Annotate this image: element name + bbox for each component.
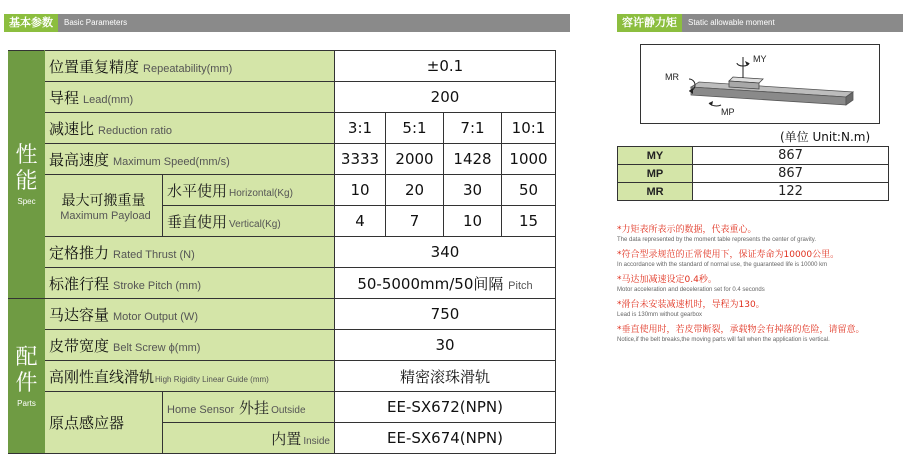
max-speed-value: 2000 (386, 144, 444, 175)
repeatability-label: 位置重复精度 Repeatability(mm) (45, 51, 335, 82)
moment-row (618, 147, 889, 165)
payload-vertical-value: 10 (444, 206, 502, 237)
reduction-value: 10:1 (502, 113, 556, 144)
max-speed-label: 最高速度 Maximum Speed(mm/s) (45, 144, 335, 175)
payload-label: 最大可搬重量 Maximum Payload (45, 175, 163, 237)
moment-value: 867 (693, 165, 889, 183)
row-rated-thrust (9, 237, 556, 268)
moment-row (618, 165, 889, 183)
reduction-value: 7:1 (444, 113, 502, 144)
note-item (617, 249, 903, 269)
payload-horizontal-label: 水平使用 Horizontal(Kg) (163, 175, 335, 206)
row-stroke (9, 268, 556, 299)
sensor-outside-value: EE-SX672(NPN) (335, 392, 556, 423)
note-en: The data represented by the moment table represents the center of gravity. (617, 237, 816, 243)
sensor-inside-label: 内置 Inside (163, 423, 335, 454)
notes (617, 224, 903, 349)
guide-label: 高刚性直线滑轨High Rigidity Linear Guide (mm) (45, 361, 335, 392)
note-item (617, 224, 903, 244)
note-zh: *力矩表所表示的数据，代表重心。 (617, 225, 757, 235)
row-max-speed (9, 144, 556, 175)
spec-table (8, 50, 556, 454)
reduction-value: 5:1 (386, 113, 444, 144)
moment-value: 867 (693, 147, 889, 165)
row-reduction (9, 113, 556, 144)
category-spec-en: Spec (17, 197, 36, 206)
max-speed-value: 1000 (502, 144, 556, 175)
lead-label: 导程 Lead(mm) (45, 82, 335, 113)
basic-parameters-header (4, 14, 570, 32)
max-speed-value: 3333 (335, 144, 386, 175)
row-lead (9, 82, 556, 113)
payload-vertical-value: 15 (502, 206, 556, 237)
note-zh: *滑台未安装减速机时，导程为130。 (617, 300, 765, 310)
note-item (617, 324, 903, 344)
payload-vertical-label: 垂直使用 Vertical(Kg) (163, 206, 335, 237)
mp-label: MP (721, 107, 735, 117)
sensor-label: 原点感应器 (45, 392, 163, 454)
static-moment-header (617, 14, 903, 32)
my-label: MY (753, 54, 767, 64)
row-repeatability (9, 51, 556, 82)
payload-horizontal-value: 10 (335, 175, 386, 206)
moment-table (617, 146, 889, 201)
moment-diagram (640, 44, 880, 124)
belt-value: 30 (335, 330, 556, 361)
note-en: Notice,if the belt breaks,the moving parts will fall when the application is vertical. (617, 337, 830, 343)
payload-vertical-value: 4 (335, 206, 386, 237)
stroke-label: 标准行程 Stroke Pitch (mm) (45, 268, 335, 299)
category-parts-zh-1: 配 (15, 344, 38, 370)
reduction-label: 减速比 Reduction ratio (45, 113, 335, 144)
moment-value: 122 (693, 183, 889, 201)
payload-horizontal-value: 50 (502, 175, 556, 206)
note-zh: *垂直使用时，若皮带断裂，承载物会有掉落的危险，请留意。 (617, 325, 865, 335)
note-en: In accordance with the standard of normal use, the guaranteed life is 10000 km (617, 262, 828, 268)
category-parts (9, 299, 45, 454)
category-parts-en: Parts (17, 398, 36, 408)
row-belt (9, 330, 556, 361)
mr-label: MR (665, 72, 679, 82)
reduction-value: 3:1 (335, 113, 386, 144)
guide-value: 精密滚珠滑轨 (335, 361, 556, 392)
payload-vertical-value: 7 (386, 206, 444, 237)
motor-label: 马达容量 Motor Output (W) (45, 299, 335, 330)
moment-key: MR (618, 183, 693, 201)
note-item (617, 274, 903, 294)
moment-row (618, 183, 889, 201)
moment-key: MP (618, 165, 693, 183)
belt-label: 皮带宽度 Belt Screw ϕ(mm) (45, 330, 335, 361)
moment-key: MY (618, 147, 693, 165)
row-payload-horizontal (9, 175, 556, 206)
note-item (617, 299, 903, 319)
note-zh: *符合型录规范的正常使用下，保证寿命为10000公里。 (617, 250, 840, 260)
rated-thrust-value: 340 (335, 237, 556, 268)
header-title-en: Basic Parameters (64, 18, 128, 27)
note-zh: *马达加减速设定0.4秒。 (617, 275, 717, 285)
max-speed-value: 1428 (444, 144, 502, 175)
payload-horizontal-value: 30 (444, 175, 502, 206)
stroke-value: 50-5000mm/50间隔 Pitch (335, 268, 556, 299)
header-title-zh: 基本参数 (4, 14, 58, 32)
moment-header-zh: 容许静力矩 (617, 14, 682, 32)
motor-value: 750 (335, 299, 556, 330)
category-parts-zh-2: 件 (15, 370, 38, 396)
payload-horizontal-value: 20 (386, 175, 444, 206)
moment-header-en: Static allowable moment (688, 18, 775, 27)
category-spec (9, 51, 45, 299)
unit-label: (单位 Unit:N.m) (780, 130, 871, 144)
note-en: Lead is 130mm without gearbox (617, 312, 703, 318)
row-sensor-outside (9, 392, 556, 423)
note-en: Motor acceleration and deceleration set for 0.4 seconds (617, 287, 765, 293)
lead-value: 200 (335, 82, 556, 113)
category-spec-zh-2: 能 (15, 169, 38, 194)
actuator-illustration (641, 45, 879, 123)
row-guide (9, 361, 556, 392)
rated-thrust-label: 定格推力 Rated Thrust (N) (45, 237, 335, 268)
row-motor (9, 299, 556, 330)
category-spec-zh-1: 性 (15, 143, 38, 168)
sensor-outside-label: Home Sensor 外挂 Outside (163, 392, 335, 423)
sensor-inside-value: EE-SX674(NPN) (335, 423, 556, 454)
repeatability-value: ±0.1 (335, 51, 556, 82)
